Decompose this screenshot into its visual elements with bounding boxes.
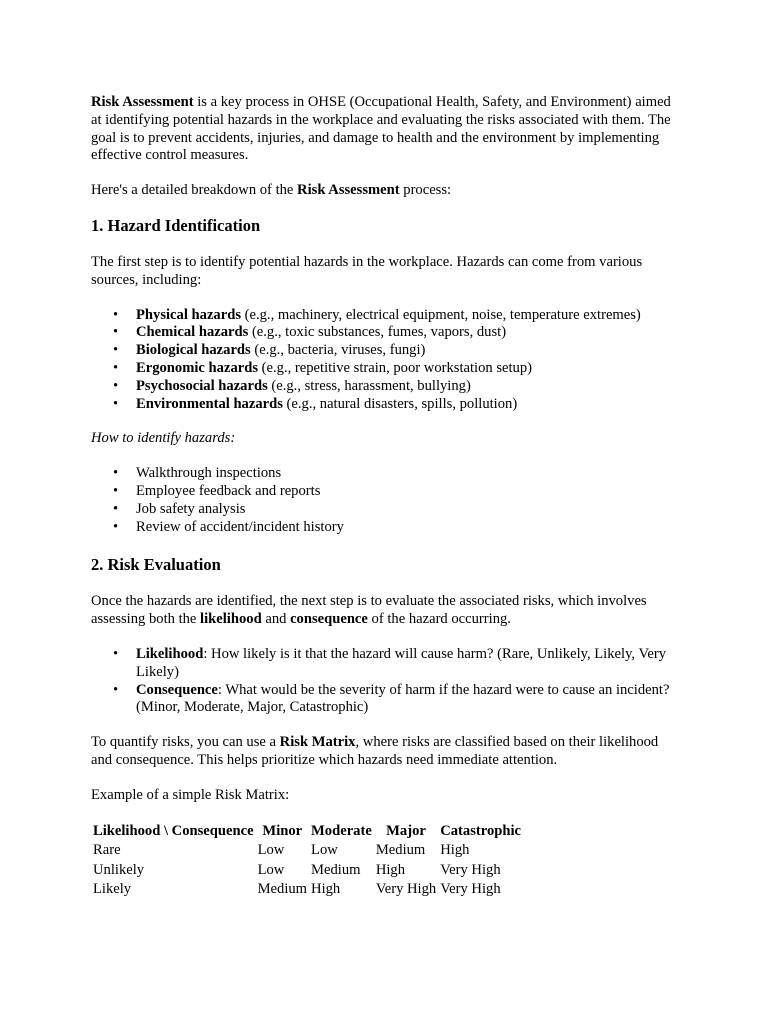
table-cell: High xyxy=(311,881,341,898)
table-cell: Low xyxy=(257,861,285,878)
intro-paragraph xyxy=(91,94,681,165)
matrix-term: Risk Matrix xyxy=(279,734,356,751)
section2-intro xyxy=(91,593,681,629)
table-row xyxy=(91,841,523,861)
matrix-after: , where risks are classified based on their likelihood and consequence. This helps prioritize which hazards need immediate attention. xyxy=(91,734,659,768)
factor-desc: : What would be the severity of harm if the hazard were to cause an incident? (Minor, Moderate, Major, Catastrophic) xyxy=(136,681,670,716)
document-page xyxy=(91,94,681,900)
risk-matrix-table xyxy=(91,822,523,900)
hazard-term: Physical hazards xyxy=(136,306,241,323)
method-list xyxy=(91,465,681,536)
example-label: Example of a simple Risk Matrix: xyxy=(91,786,290,803)
hazard-desc: (e.g., machinery, electrical equipment, noise, temperature extremes) xyxy=(241,306,641,323)
intro-before: Once the hazards are identified, the next step is to evaluate the associated risks, which involves assessing both the xyxy=(91,593,647,628)
table-cell: Very High xyxy=(440,861,501,878)
intro-term-likelihood: likelihood xyxy=(200,611,262,628)
table-header-row xyxy=(91,822,523,842)
how-label-text: How to identify hazards: xyxy=(91,430,236,447)
factor-term: Likelihood xyxy=(136,645,204,662)
column-header: Catastrophic xyxy=(440,822,522,839)
table-cell: Rare xyxy=(93,842,121,859)
section2-heading: 2. Risk Evaluation xyxy=(91,555,221,575)
breakdown-term: Risk Assessment xyxy=(297,182,400,199)
factor-desc: : How likely is it that the hazard will cause harm? (Rare, Unlikely, Likely, Very Likely) xyxy=(136,645,667,680)
hazard-desc: (e.g., stress, harassment, bullying) xyxy=(267,377,471,394)
breakdown-before: Here's a detailed breakdown of the xyxy=(91,182,298,199)
column-header: Minor xyxy=(262,822,303,839)
hazard-term: Environmental hazards xyxy=(136,395,283,412)
intro-text: is a key process in OHSE (Occupational Health, Safety, and Environment) aimed at identifying potential hazards in the workplace and evaluating the risks associated with them. The goal is to prevent accidents, injuries, and damage to health and the environment by implementing effective control measures. xyxy=(91,94,671,164)
intro-term-consequence: consequence xyxy=(290,611,368,628)
intro-after: of the hazard occurring. xyxy=(367,611,511,628)
table-cell: Low xyxy=(311,842,338,859)
hazard-list xyxy=(91,307,681,414)
table-cell: Low xyxy=(257,842,285,859)
table-cell: Medium xyxy=(257,881,308,898)
how-to-identify-label xyxy=(91,430,681,448)
table-cell: High xyxy=(375,861,405,878)
list-item: • Review of accident/incident history xyxy=(136,519,681,537)
list-item xyxy=(136,307,681,325)
hazard-term: Ergonomic hazards xyxy=(136,359,259,376)
column-header: Likelihood \ Consequence xyxy=(93,822,254,839)
hazard-desc: (e.g., natural disasters, spills, pollution) xyxy=(282,395,518,412)
list-item xyxy=(136,324,681,342)
list-item: • Walkthrough inspections xyxy=(136,465,681,483)
table-cell: Likely xyxy=(93,881,132,898)
hazard-desc: (e.g., toxic substances, fumes, vapors, dust) xyxy=(248,324,507,341)
table-cell: Very High xyxy=(440,881,501,898)
matrix-before: To quantify risks, you can use a xyxy=(91,734,280,751)
list-item xyxy=(136,646,681,682)
table-cell: Unlikely xyxy=(93,861,145,878)
list-item xyxy=(136,378,681,396)
hazard-term: Biological hazards xyxy=(136,342,251,359)
table-cell: High xyxy=(440,842,470,859)
table-row xyxy=(91,880,523,900)
table-cell: Medium xyxy=(375,842,426,859)
list-item xyxy=(136,396,681,414)
factor-list xyxy=(91,646,681,717)
column-header: Major xyxy=(386,822,426,839)
column-header: Moderate xyxy=(311,822,372,839)
intro-term: Risk Assessment xyxy=(91,94,194,110)
section1-intro: The first step is to identify potential hazards in the workplace. Hazards can come from various sources, including: xyxy=(91,253,643,288)
table-cell: Medium xyxy=(311,861,361,878)
matrix-paragraph xyxy=(91,734,681,770)
hazard-desc: (e.g., repetitive strain, poor workstation setup) xyxy=(258,359,532,376)
list-item: • Job safety analysis xyxy=(136,501,681,519)
list-item: • Employee feedback and reports xyxy=(136,483,681,501)
hazard-desc: (e.g., bacteria, viruses, fungi) xyxy=(250,342,426,359)
table-cell: Very High xyxy=(375,881,437,898)
table-row xyxy=(91,861,523,881)
hazard-term: Chemical hazards xyxy=(136,324,249,341)
factor-term: Consequence xyxy=(136,681,218,698)
section1-heading: 1. Hazard Identification xyxy=(91,215,261,235)
intro-mid: and xyxy=(261,611,291,628)
hazard-term: Psychosocial hazards xyxy=(136,377,268,394)
list-item xyxy=(136,342,681,360)
breakdown-after: process: xyxy=(399,182,452,199)
list-item xyxy=(136,360,681,378)
list-item xyxy=(136,682,681,718)
breakdown-paragraph xyxy=(91,182,681,200)
